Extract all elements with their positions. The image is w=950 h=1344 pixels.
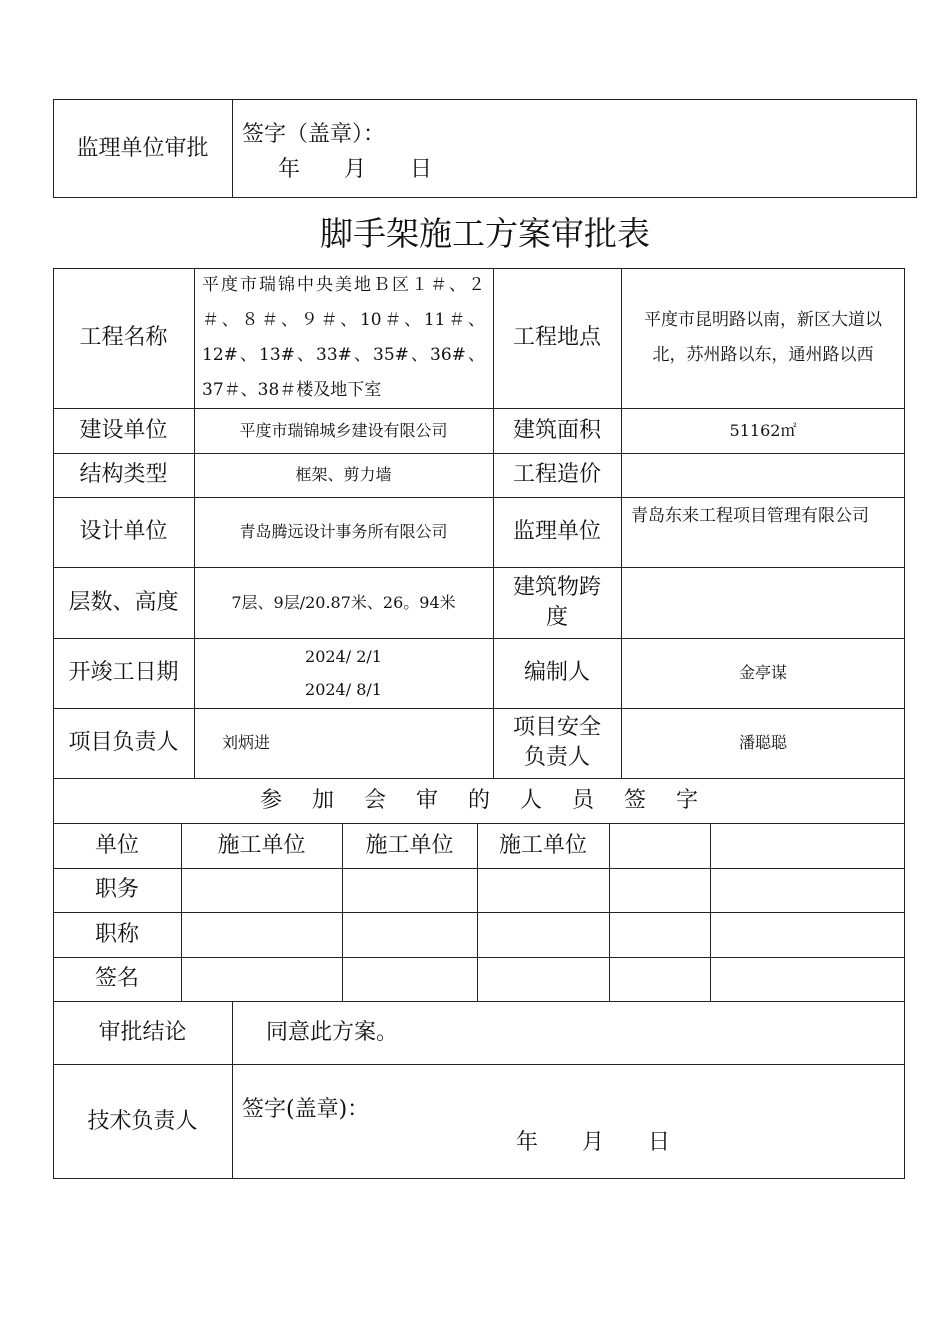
builder-label: 建设单位 (79, 417, 168, 443)
conclusion-label: 审批结论 (98, 1019, 187, 1045)
supervision-sign-label: 签字（盖章）： (242, 122, 386, 147)
end-date: 2024/ 8/1 (305, 680, 382, 700)
editor-value: 金亭谋 (738, 663, 787, 683)
start-date: 2024/ 2/1 (305, 647, 382, 667)
safety-value: 潘聪聪 (738, 733, 787, 753)
project-location-value: 平度市昆明路以南，新区大道以北，苏州路以东，通州路以西 (644, 310, 882, 365)
page-title: 脚手架施工方案审批表 (320, 213, 650, 253)
manager-value: 刘炳进 (222, 733, 271, 753)
editor-label: 编制人 (523, 660, 590, 686)
review-unit-cell: 施工单位 (217, 832, 306, 858)
cost-value (621, 453, 905, 497)
divider (232, 99, 233, 198)
review-unit-cell: 施工单位 (498, 832, 587, 858)
tech-date-line: 年 月 日 (516, 1130, 671, 1155)
tech-lead-label: 技术负责人 (87, 1108, 198, 1134)
supervisor-value: 青岛东来工程项目管理有限公司 (631, 506, 869, 526)
project-name-label: 工程名称 (79, 325, 168, 351)
review-heading: 参加会审的人员签字 (259, 787, 728, 813)
supervision-date-line: 年 月 日 (278, 157, 433, 182)
review-row-label: 职务 (94, 877, 139, 903)
supervisor-label: 监理单位 (512, 519, 601, 545)
review-row-label: 职称 (94, 921, 139, 947)
floors-label: 层数、高度 (68, 589, 179, 615)
dates-label: 开竣工日期 (68, 660, 179, 686)
structure-value: 框架、剪力墙 (295, 465, 392, 485)
builder-value: 平度市瑞锦城乡建设有限公司 (239, 420, 448, 440)
area-value: 51162㎡ (729, 420, 797, 440)
structure-label: 结构类型 (79, 462, 168, 488)
manager-label: 项目负责人 (68, 730, 179, 756)
review-row-label: 签名 (94, 966, 139, 992)
supervision-approval-label: 监理单位审批 (76, 135, 209, 161)
safety-label: 项目安全负责人 (512, 715, 601, 770)
cost-label: 工程造价 (512, 462, 601, 488)
design-value: 青岛腾远设计事务所有限公司 (239, 522, 448, 542)
conclusion-value: 同意此方案。 (266, 1019, 399, 1045)
review-unit-cell: 施工单位 (365, 832, 454, 858)
tech-sign-label: 签字(盖章)： (242, 1097, 370, 1122)
span-label: 建筑物跨度 (513, 574, 602, 630)
review-unit-cell (609, 823, 710, 868)
project-name-value: 平度市瑞锦中央美地Ｂ区１＃、２＃、８＃、９＃、10＃、11＃、12#、13#、33#、35#、36#、37＃、38＃楼及地下室 (202, 275, 485, 400)
span-value (621, 567, 905, 638)
review-unit-cell (710, 823, 905, 868)
design-label: 设计单位 (79, 519, 168, 545)
review-row-label: 单位 (94, 832, 139, 858)
project-location-label: 工程地点 (512, 325, 601, 351)
area-label: 建筑面积 (512, 417, 601, 443)
floors-value: 7层、9层/20.87米、26。94米 (231, 592, 456, 612)
